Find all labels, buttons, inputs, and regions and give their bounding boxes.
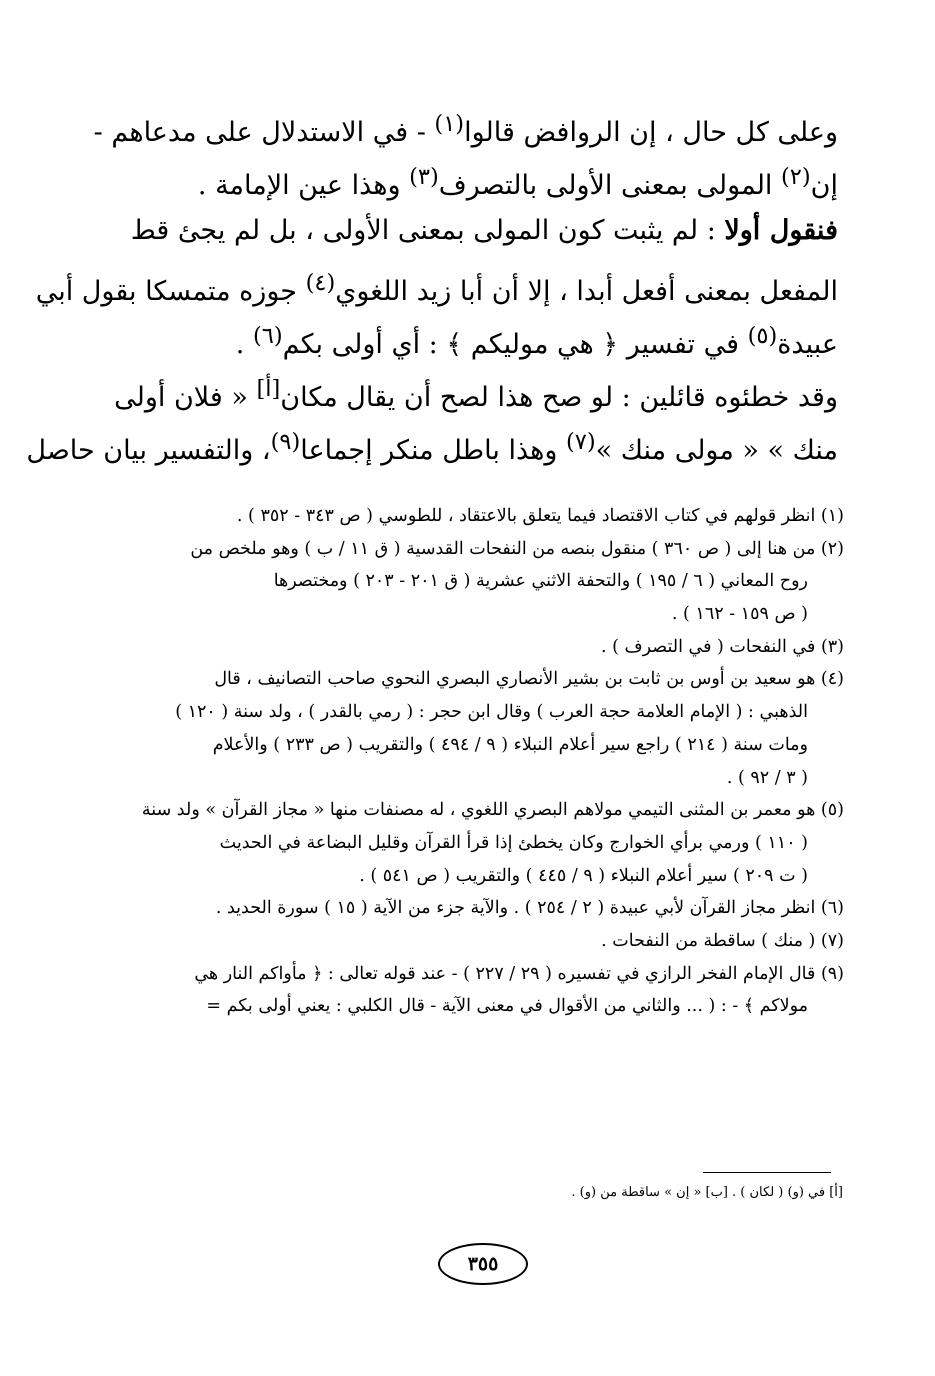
main-text-line: إن$^{(٢)}$ المولى بمعنى الأولى بالتصرف$^{(٣)}$ وهذا عين الإمامة . [197,164,838,201]
main-text-line: وقد خطئوه قائلين : لو صح هذا لصح أن يقال مكان[أ] « فلان أولى [114,376,838,413]
footnote-line: (٩) قال الإمام الفخر الرازي في تفسيره ( ٢٩ / ٢٢٧ ) - عند قوله تعالى : ﴿ مأواكم النار هي [194,963,844,984]
endnote-separator [703,1172,831,1173]
main-text-line: وعلى كل حال ، إن الروافض قالوا$^{(١)}$ - في الاستدلال على مدعاهم - [93,111,838,148]
footnote-line: روح المعاني ( ٦ / ١٩٥ ) والتحفة الاثني عشرية ( ق ٢٠١ - ٢٠٣ ) ومختصرها [273,571,808,592]
footnote-line: ( ت ٢٠٩ ) سير أعلام النبلاء ( ٩ / ٤٤٥ ) والتقريب ( ص ٥٤١ ) . [359,865,808,886]
footnote-line: (٥) هو معمر بن المثنى التيمي مولاهم البصري اللغوي ، له مصنفات منها « مجاز القرآن » ولد سنة [141,800,844,821]
endnote: [أ] في (و) ( لكان ) . [ب] « إن » ساقطة من (و) . [571,1185,843,1200]
main-text-line: فنقول أولا : لم يثبت كون المولى بمعنى الأولى ، بل لم يجئ قط [130,215,838,246]
main-text-line: المفعل بمعنى أفعل أبدا ، إلا أن أبا زيد اللغوي$^{(٤)}$ جوزه متمسكا بقول أبي [35,270,838,307]
footnote-line: (٧) ( منك ) ساقطة من النفحات . [601,930,844,951]
footnote-line: (٢) من هنا إلى ( ص ٣٦٠ ) منقول بنصه من النفحات القدسية ( ق ١١ / ب ) وهو ملخص من [190,538,844,559]
footnote-line: ( ٣ / ٩٢ ) . [726,767,808,788]
footnote-line: مولاكم ﴾ - : ( ... والثاني من الأقوال في معنى الآية - قال الكلبي : يعني أولى بكم = [206,996,808,1017]
footnote-line: (١) انظر قولهم في كتاب الاقتصاد فيما يتعلق بالاعتقاد ، للطوسي ( ص ٣٤٣ - ٣٥٢ ) . [236,506,844,526]
footnote-line: (٤) هو سعيد بن أوس بن ثابت بن بشير الأنصاري البصري النحوي صاحب التصانيف ، قال [214,669,844,690]
footnote-line: (٦) انظر مجاز القرآن لأبي عبيدة ( ٢ / ٢٥٤ ) . والآية جزء من الآية ( ١٥ ) سورة الحديد . [215,898,844,919]
footnote-line: ومات سنة ( ٢١٤ ) راجع سير أعلام النبلاء ( ٩ / ٤٩٤ ) والتقريب ( ص ٢٣٣ ) والأعلام [212,734,808,755]
footnote-line: ( ص ١٥٩ - ١٦٢ ) . [671,604,808,625]
footnote-line: (٣) في النفحات ( في التصرف ) . [601,636,844,657]
main-text-line: منك » « مولى منك »$^{(٧)}$ وهذا باطل منكر إجماعا$^{(٩)}$، والتفسير بيان حاصل [26,429,838,466]
page-number: ٣٥٥ [438,1243,528,1285]
main-text [26,98,838,469]
footnote-line: ( ١١٠ ) ورمي برأي الخوارج وكان يخطئ إذا قرأ القرآن وقليل البضاعة في الحديث [219,832,808,853]
main-text-line: عبيدة$^{(٥)}$ في تفسير ﴿ هي موليكم ﴾ : أي أولى بكم$^{(٦)}$ . [235,323,838,360]
footnote-line: الذهبي : ( الإمام العلامة حجة العرب ) وقال ابن حجر : ( رمي بالقدر ) ، ولد سنة ( ١٢٠ ) [175,702,808,723]
footnotes [128,500,844,1023]
